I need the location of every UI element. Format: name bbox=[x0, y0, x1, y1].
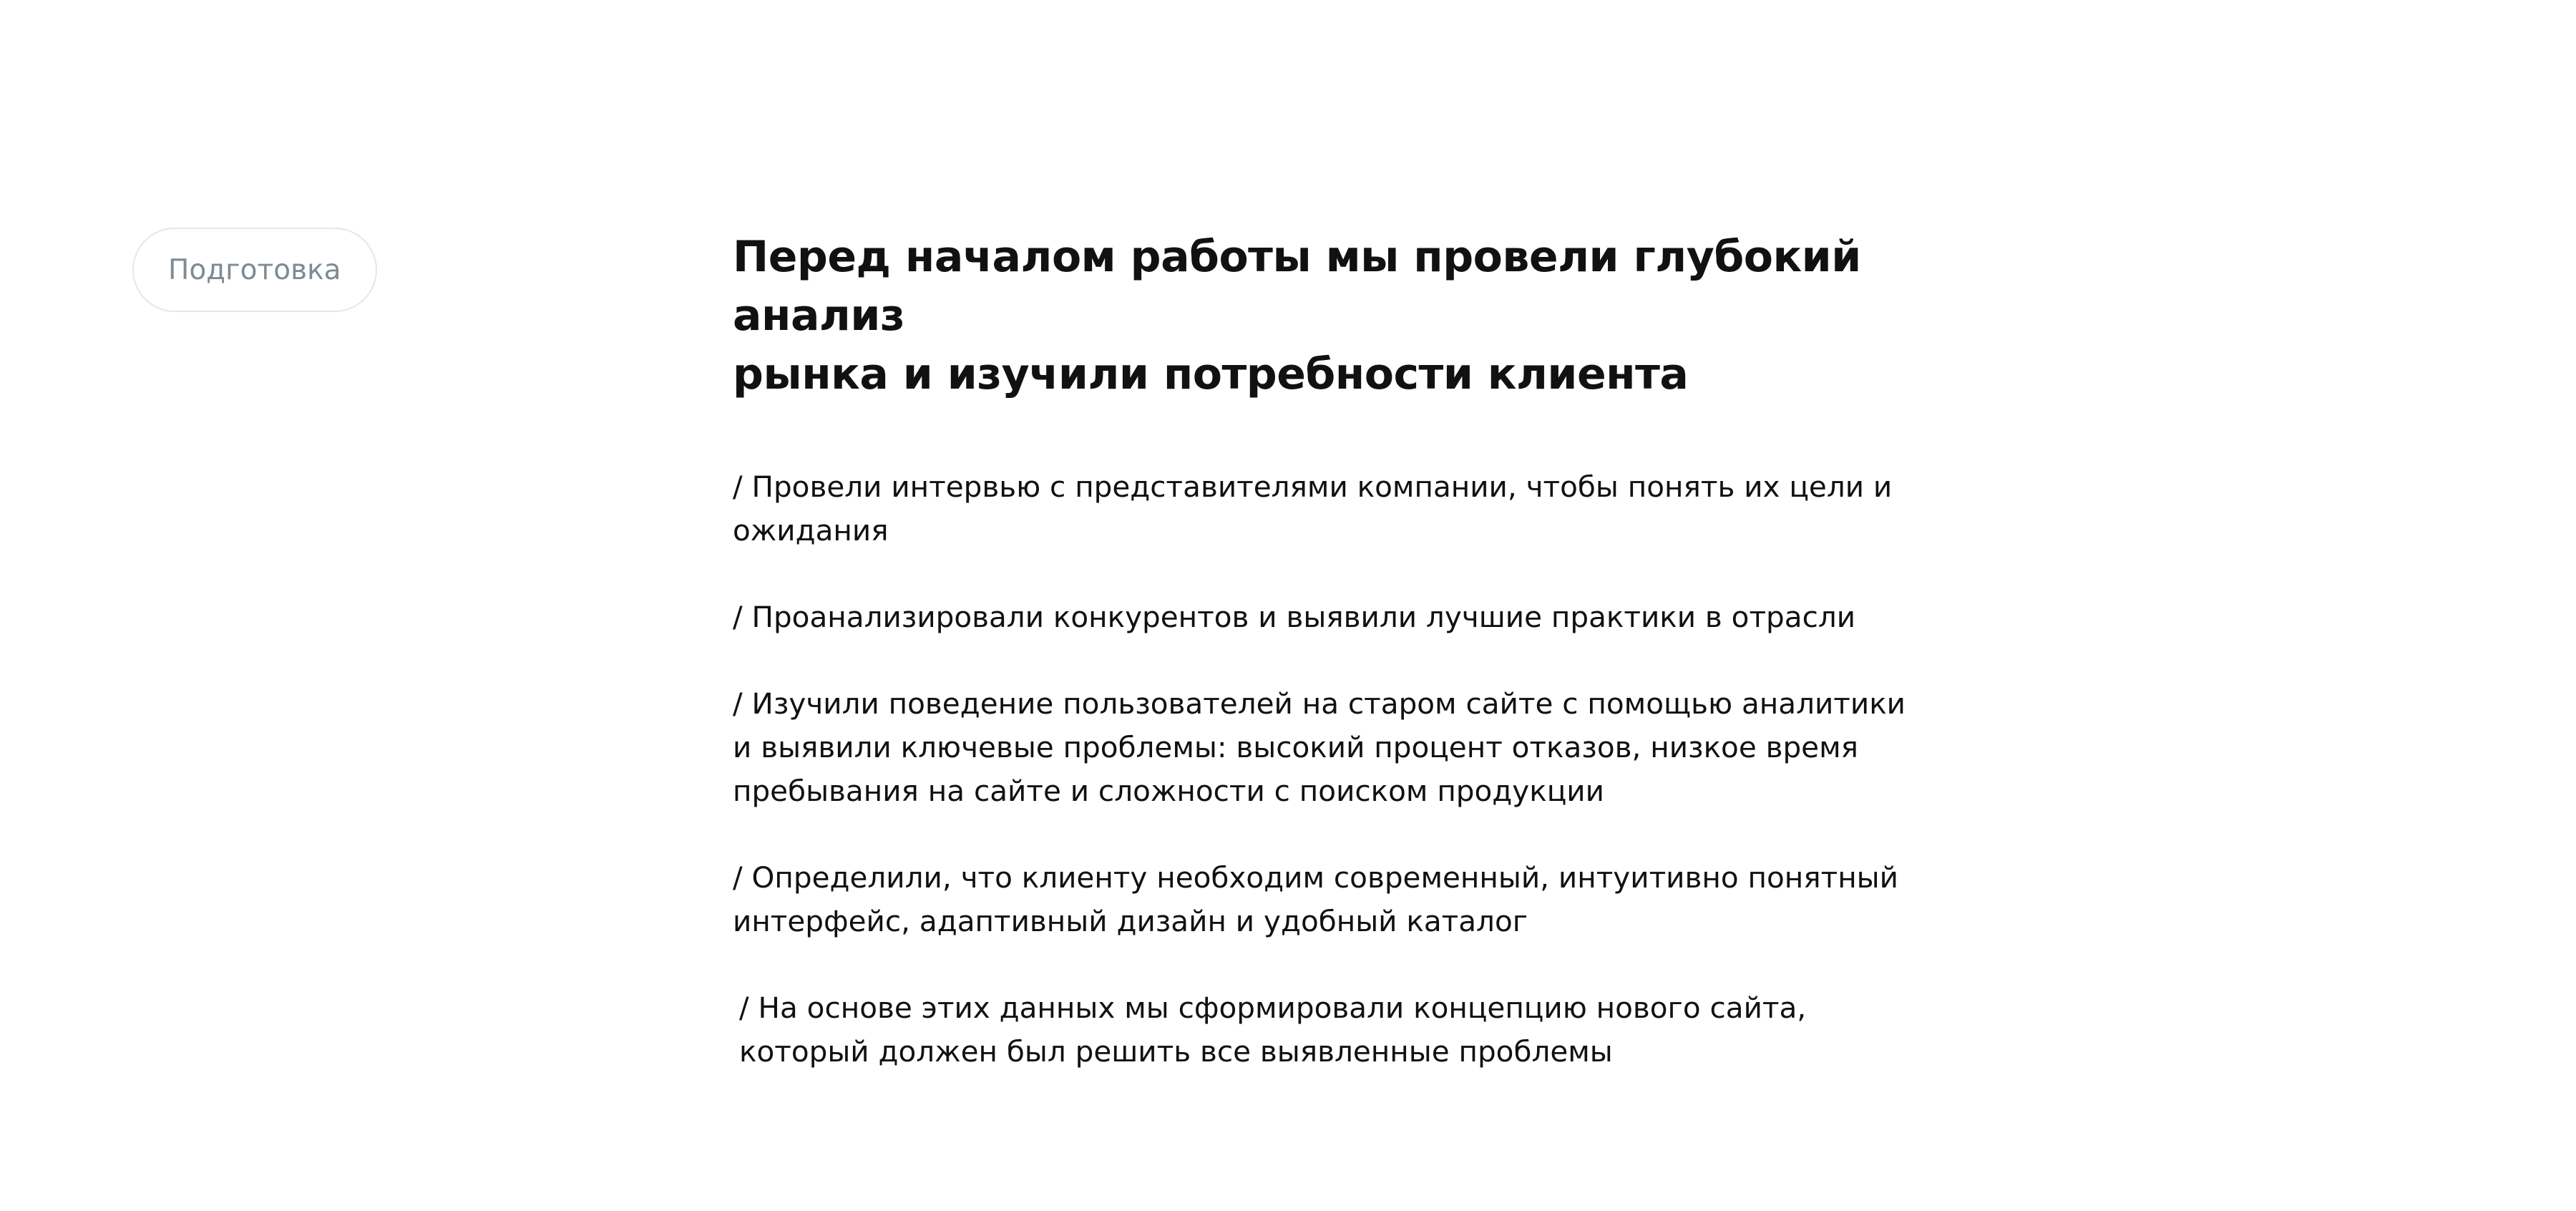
list-item: / На основе этих данных мы сформировали концепцию нового сайта, который должен был решить все выявленные проблемы bbox=[739, 991, 1807, 1069]
section-tag bbox=[132, 228, 377, 312]
section-tag-label: Подготовка bbox=[168, 253, 341, 286]
findings-list bbox=[733, 465, 2035, 1074]
list-item: / Изучили поведение пользователей на старом сайте с помощью аналитики и выявили ключевые проблемы: высокий процент отказов, низкое время пребывания на сайте и сложности с поиском продукции bbox=[733, 686, 1906, 808]
section-heading: Перед началом работы мы провели глубокий анализ рынка и изучили потребности клиента bbox=[733, 232, 1861, 399]
list-item: / Провели интервью с представителями компании, чтобы понять их цели и ожидания bbox=[733, 470, 1893, 548]
list-item: / Проанализировали конкурентов и выявили лучшие практики в отрасли bbox=[733, 600, 1856, 634]
list-item: / Определили, что клиенту необходим современный, интуитивно понятный интерфейс, адаптивный дизайн и удобный каталог bbox=[733, 860, 1898, 938]
section-content bbox=[733, 228, 2035, 1117]
